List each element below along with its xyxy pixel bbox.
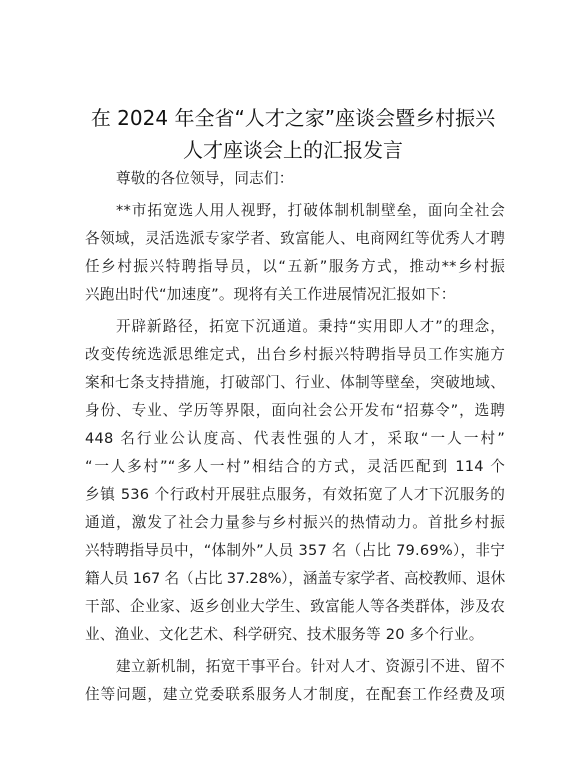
paragraph-3-line-2: 住等问题，建立党委联系服务人才制度，在配套工作经费及项	[85, 686, 505, 703]
paragraph-2-line-12: 业、渔业、文化艺术、科学研究、技术服务等 20 多个行业。	[85, 626, 484, 643]
paragraph-1-line-2: 各领域，灵活选派专家学者、致富能人、电商网红等优秀人才聘	[85, 230, 505, 247]
paragraph-2-line-7: 乡镇 536 个行政村开展驻点服务，有效拓宽了人才下沉服务的	[85, 486, 505, 503]
document-title-line-1: 在 2024 年全省“人才之家”座谈会暨乡村振兴	[90, 106, 496, 130]
paragraph-2-line-1: 开辟新路径，拓宽下沉通道。秉持“实用即人才”的理念，	[116, 318, 505, 335]
paragraph-1-line-1: **市拓宽选人用人视野，打破体制机制壁垒，面向全社会	[116, 202, 505, 219]
paragraph-2-line-8: 通道，激发了社会力量参与乡村振兴的热情动力。首批乡村振	[85, 514, 505, 531]
paragraph-2-line-2: 改变传统选派思维定式，出台乡村振兴特聘指导员工作实施方	[85, 346, 505, 363]
paragraph-2-line-9: 兴特聘指导员中，“体制外”人员 357 名（占比 79.69%），非宁	[85, 542, 505, 559]
paragraph-2-line-6: “一人多村”“多人一村”相结合的方式，灵活匹配到 114 个	[85, 458, 505, 475]
paragraph-2-line-4: 身份、专业、学历等界限，面向社会公开发布“招募令”，选聘	[85, 402, 505, 419]
paragraph-3-line-1: 建立新机制，拓宽干事平台。针对人才、资源引不进、留不	[116, 658, 505, 675]
paragraph-1-line-4: 兴跑出时代“加速度”。现将有关工作进展情况汇报如下：	[85, 286, 456, 303]
document-title-line-2: 人才座谈会上的汇报发言	[183, 138, 403, 162]
paragraph-2-line-5: 448 名行业公认度高、代表性强的人才，采取“一人一村”	[85, 430, 505, 447]
paragraph-1-line-3: 任乡村振兴特聘指导员，以“五新”服务方式，推动**乡村振	[85, 258, 505, 275]
paragraph-2-line-3: 案和七条支持措施，打破部门、行业、体制等壁垒，突破地域、	[85, 374, 505, 391]
paragraph-2-line-10: 籍人员 167 名（占比 37.28%），涵盖专家学者、高校教师、退休	[85, 570, 505, 587]
paragraph-2-line-11: 干部、企业家、返乡创业大学生、致富能人等各类群体，涉及农	[85, 598, 505, 615]
salutation: 尊敬的各位领导，同志们：	[116, 170, 294, 187]
